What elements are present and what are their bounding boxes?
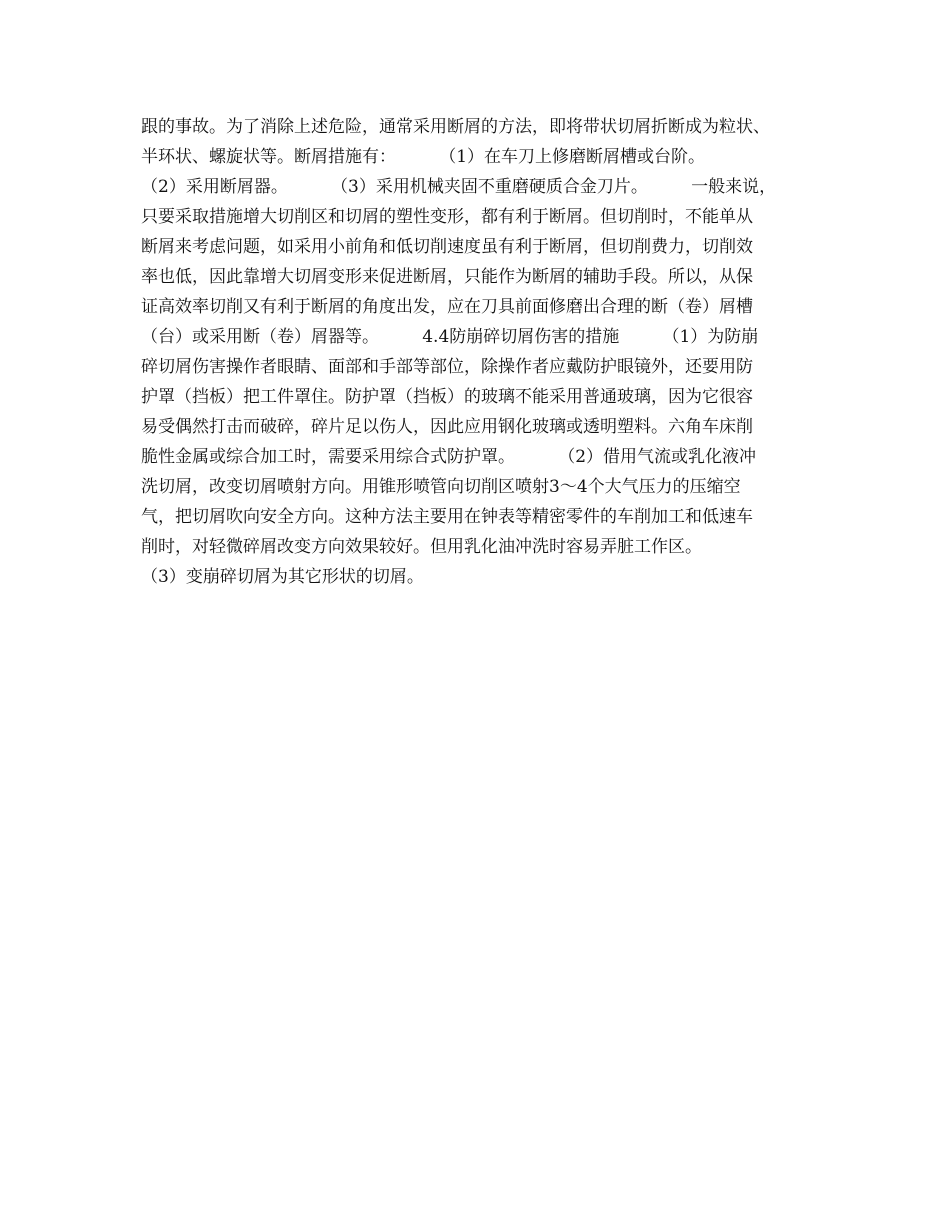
text-line: 断屑来考虑问题，如采用小前角和低切削速度虽有利于断屑，但切削费力，切削效 [141, 237, 753, 257]
text-line: （2）采用断屑器。 （3）采用机械夹固不重磨硬质合金刀片。 一般来说， [141, 177, 777, 197]
text-line: （3）变崩碎切屑为其它形状的切屑。 [141, 567, 424, 587]
body-text [141, 112, 841, 592]
text-line: 率也低，因此靠增大切屑变形来促进断屑，只能作为断屑的辅助手段。所以，从保 [141, 267, 753, 287]
text-line: 气，把切屑吹向安全方向。这种方法主要用在钟表等精密零件的车削加工和低速车 [141, 507, 753, 527]
text-line: 跟的事故。为了消除上述危险，通常采用断屑的方法，即将带状切屑折断成为粒状、 [141, 117, 770, 137]
text-line: 护罩（挡板）把工件罩住。防护罩（挡板）的玻璃不能采用普通玻璃，因为它很容 [141, 387, 753, 407]
text-line: （台）或采用断（卷）屑器等。 4.4防崩碎切屑伤害的措施 （1）为防崩 [141, 327, 759, 347]
text-line: 削时，对轻微碎屑改变方向效果较好。但用乳化油冲洗时容易弄脏工作区。 [141, 537, 702, 557]
text-line: 碎切屑伤害操作者眼睛、面部和手部等部位，除操作者应戴防护眼镜外，还要用防 [141, 357, 753, 377]
text-line: 只要采取措施增大切削区和切屑的塑性变形，都有利于断屑。但切削时，不能单从 [141, 207, 753, 227]
text-line: 易受偶然打击而破碎，碎片足以伤人，因此应用钢化玻璃或透明塑料。六角车床削 [141, 417, 753, 437]
text-line: 脆性金属或综合加工时，需要采用综合式防护罩。 （2）借用气流或乳化液冲 [141, 447, 757, 467]
text-line: 半环状、螺旋状等。断屑措施有： （1）在车刀上修磨断屑槽或台阶。 [141, 147, 706, 167]
text-line: 洗切屑，改变切屑喷射方向。用锥形喷管向切削区喷射3～4个大气压力的压缩空 [141, 477, 741, 497]
text-line: 证高效率切削又有利于断屑的角度出发，应在刀具前面修磨出合理的断（卷）屑槽 [141, 297, 753, 317]
